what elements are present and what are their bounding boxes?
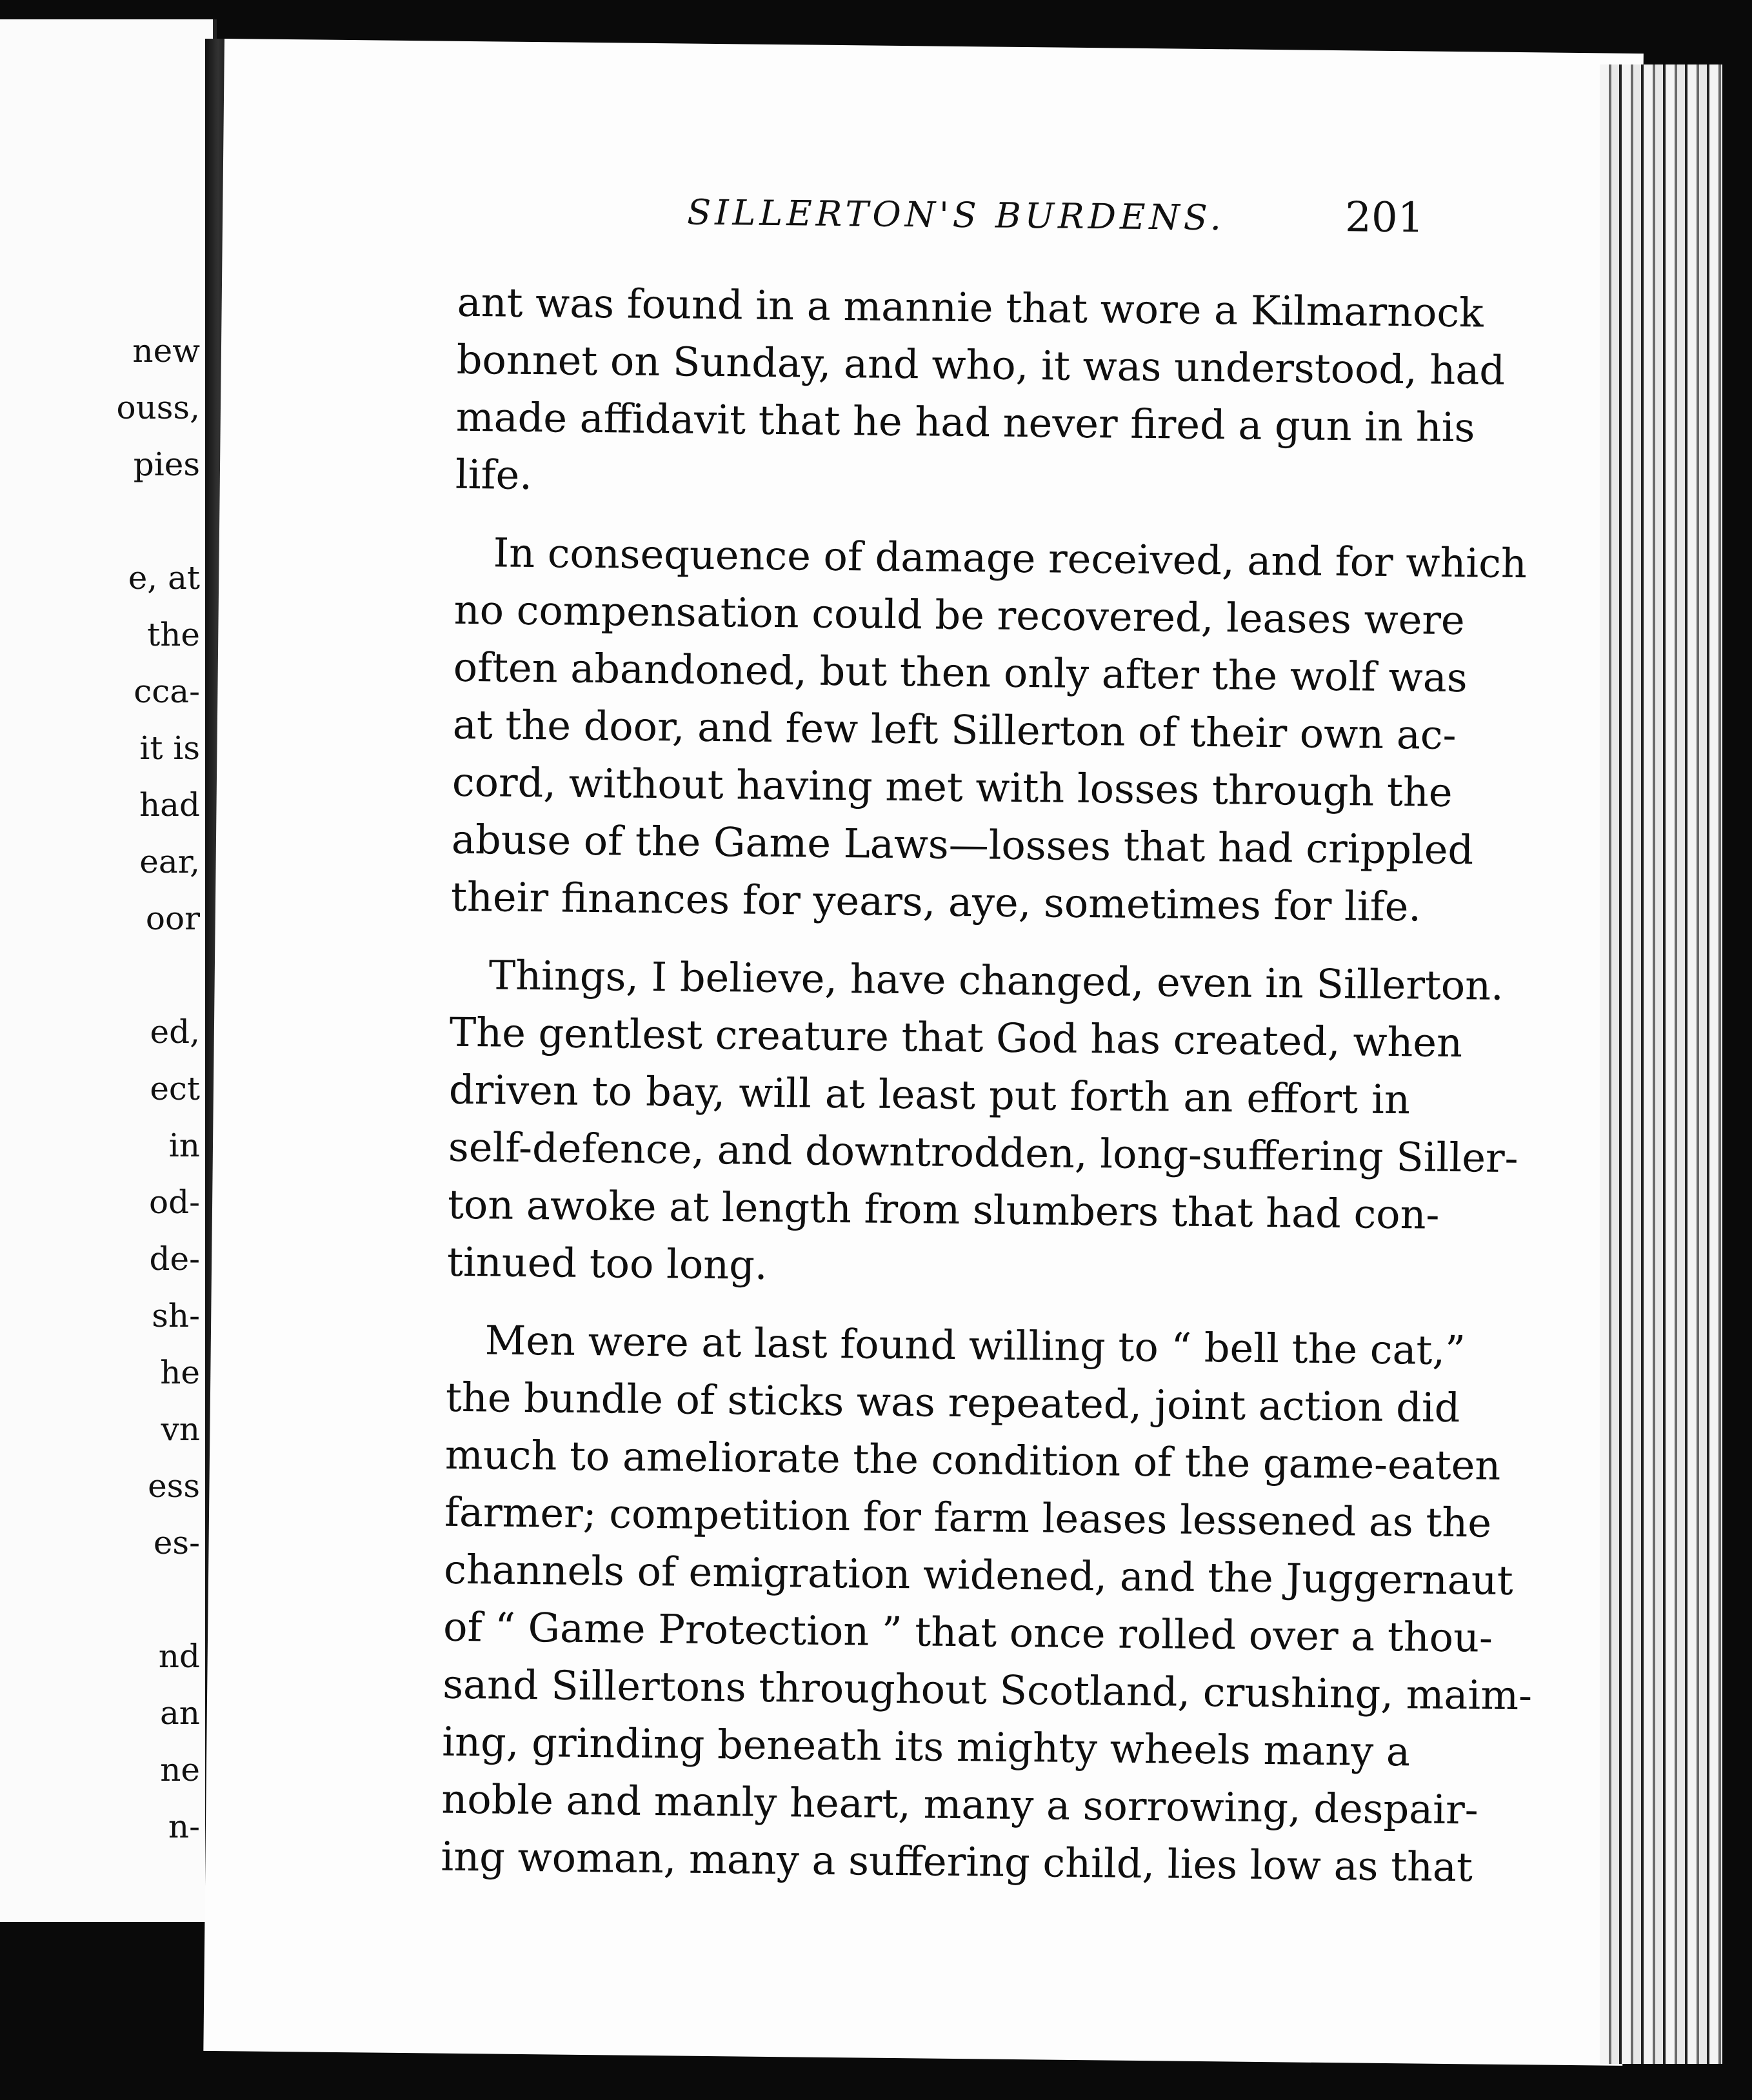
left-page-fragment: oor <box>145 900 200 937</box>
left-page-fragment: es- <box>153 1524 200 1561</box>
text-line: self-defence, and downtrodden, long-suffering Siller- <box>448 1123 1518 1182</box>
text-line: ton awoke at length from slumbers that had con- <box>447 1180 1440 1238</box>
text-line: made affidavit that he had never fired a gun in his <box>455 393 1475 451</box>
text-line: the bundle of sticks was repeated, joint action did <box>445 1373 1460 1432</box>
left-page-fragment: had <box>139 786 200 824</box>
text-line: Men were at last found willing to “ bell the cat,” <box>484 1316 1466 1374</box>
left-page-fragment: od- <box>148 1184 200 1221</box>
paragraph <box>450 524 1528 936</box>
left-page-fragment: sh- <box>152 1297 200 1334</box>
left-page-fragment: new <box>132 332 200 370</box>
left-page-fragment: vn <box>161 1411 200 1448</box>
text-line: ing, grinding beneath its mighty wheels many a <box>441 1718 1411 1776</box>
page-edges <box>1600 64 1722 2064</box>
left-page-fragment: ne <box>160 1751 200 1788</box>
text-line: of “ Game Protection ” that once rolled over a thou- <box>443 1603 1493 1661</box>
left-facing-page <box>0 19 217 1922</box>
text-line: cord, without having met with losses through the <box>452 758 1453 816</box>
text-line: often abandoned, but then only after the wolf was <box>453 643 1468 702</box>
left-page-fragment: de- <box>149 1240 200 1278</box>
text-line: farmer; competition for farm leases lessened as the <box>444 1488 1492 1547</box>
running-head: SILLERTON'S BURDENS. <box>686 192 1226 239</box>
left-page-fragment: nd <box>158 1638 200 1675</box>
left-page-fragment: an <box>159 1694 200 1732</box>
page-number: 201 <box>1344 193 1424 243</box>
left-page-gap <box>0 493 200 550</box>
left-page-fragment: the <box>147 616 200 653</box>
text-line: driven to bay, will at least put forth an effort in <box>448 1065 1411 1124</box>
left-page-fragment: in <box>168 1127 200 1164</box>
left-page-fragment: it is <box>139 729 200 767</box>
left-page-fragment: cca- <box>134 673 200 710</box>
left-page-fragment: ear, <box>139 843 200 880</box>
left-page-fragment: ed, <box>150 1013 200 1051</box>
text-line: life. <box>455 450 533 499</box>
left-page-gap <box>0 947 200 1004</box>
text-line: abuse of the Game Laws—losses that had crippled <box>451 815 1474 874</box>
paragraph <box>455 273 1506 513</box>
text-line: The gentlest creature that God has created, when <box>449 1008 1463 1067</box>
left-page-fragment: n- <box>168 1808 200 1845</box>
left-page-text <box>0 322 200 1855</box>
text-line: ant was found in a mannie that wore a Kilmarnock <box>457 278 1484 337</box>
text-line: tinued too long. <box>446 1238 768 1289</box>
text-line: Things, I believe, have changed, even in Sillerton. <box>488 951 1504 1009</box>
left-page-fragment: pies <box>133 446 200 483</box>
left-page-fragment: ect <box>150 1070 200 1107</box>
text-line: at the door, and few left Sillerton of their own ac- <box>452 700 1457 759</box>
text-line: bonnet on Sunday, and who, it was understood, had <box>456 335 1506 394</box>
right-page <box>203 39 1644 2066</box>
text-line: no compensation could be recovered, leases were <box>453 586 1466 644</box>
paragraph <box>441 1311 1533 1896</box>
paragraph <box>446 946 1518 1301</box>
text-line: sand Sillertons throughout Scotland, crushing, maim- <box>442 1660 1533 1719</box>
text-line: In consequence of damage received, and for which <box>493 529 1528 588</box>
text-line: much to ameliorate the condition of the game-eaten <box>444 1431 1501 1489</box>
left-page-gap <box>0 1571 200 1628</box>
text-line: their finances for years, aye, sometimes for life. <box>450 873 1422 931</box>
left-page-fragment: e, at <box>128 559 200 597</box>
text-line: noble and manly heart, many a sorrowing, despair- <box>441 1775 1479 1834</box>
left-page-fragment: ouss, <box>116 389 200 426</box>
body-text <box>441 273 1533 1895</box>
text-line: ing woman, many a suffering child, lies low as that <box>441 1832 1473 1891</box>
left-page-fragment: ess <box>148 1467 200 1505</box>
left-page-fragment: he <box>160 1354 200 1391</box>
text-line: channels of emigration widened, and the Juggernaut <box>443 1545 1514 1605</box>
